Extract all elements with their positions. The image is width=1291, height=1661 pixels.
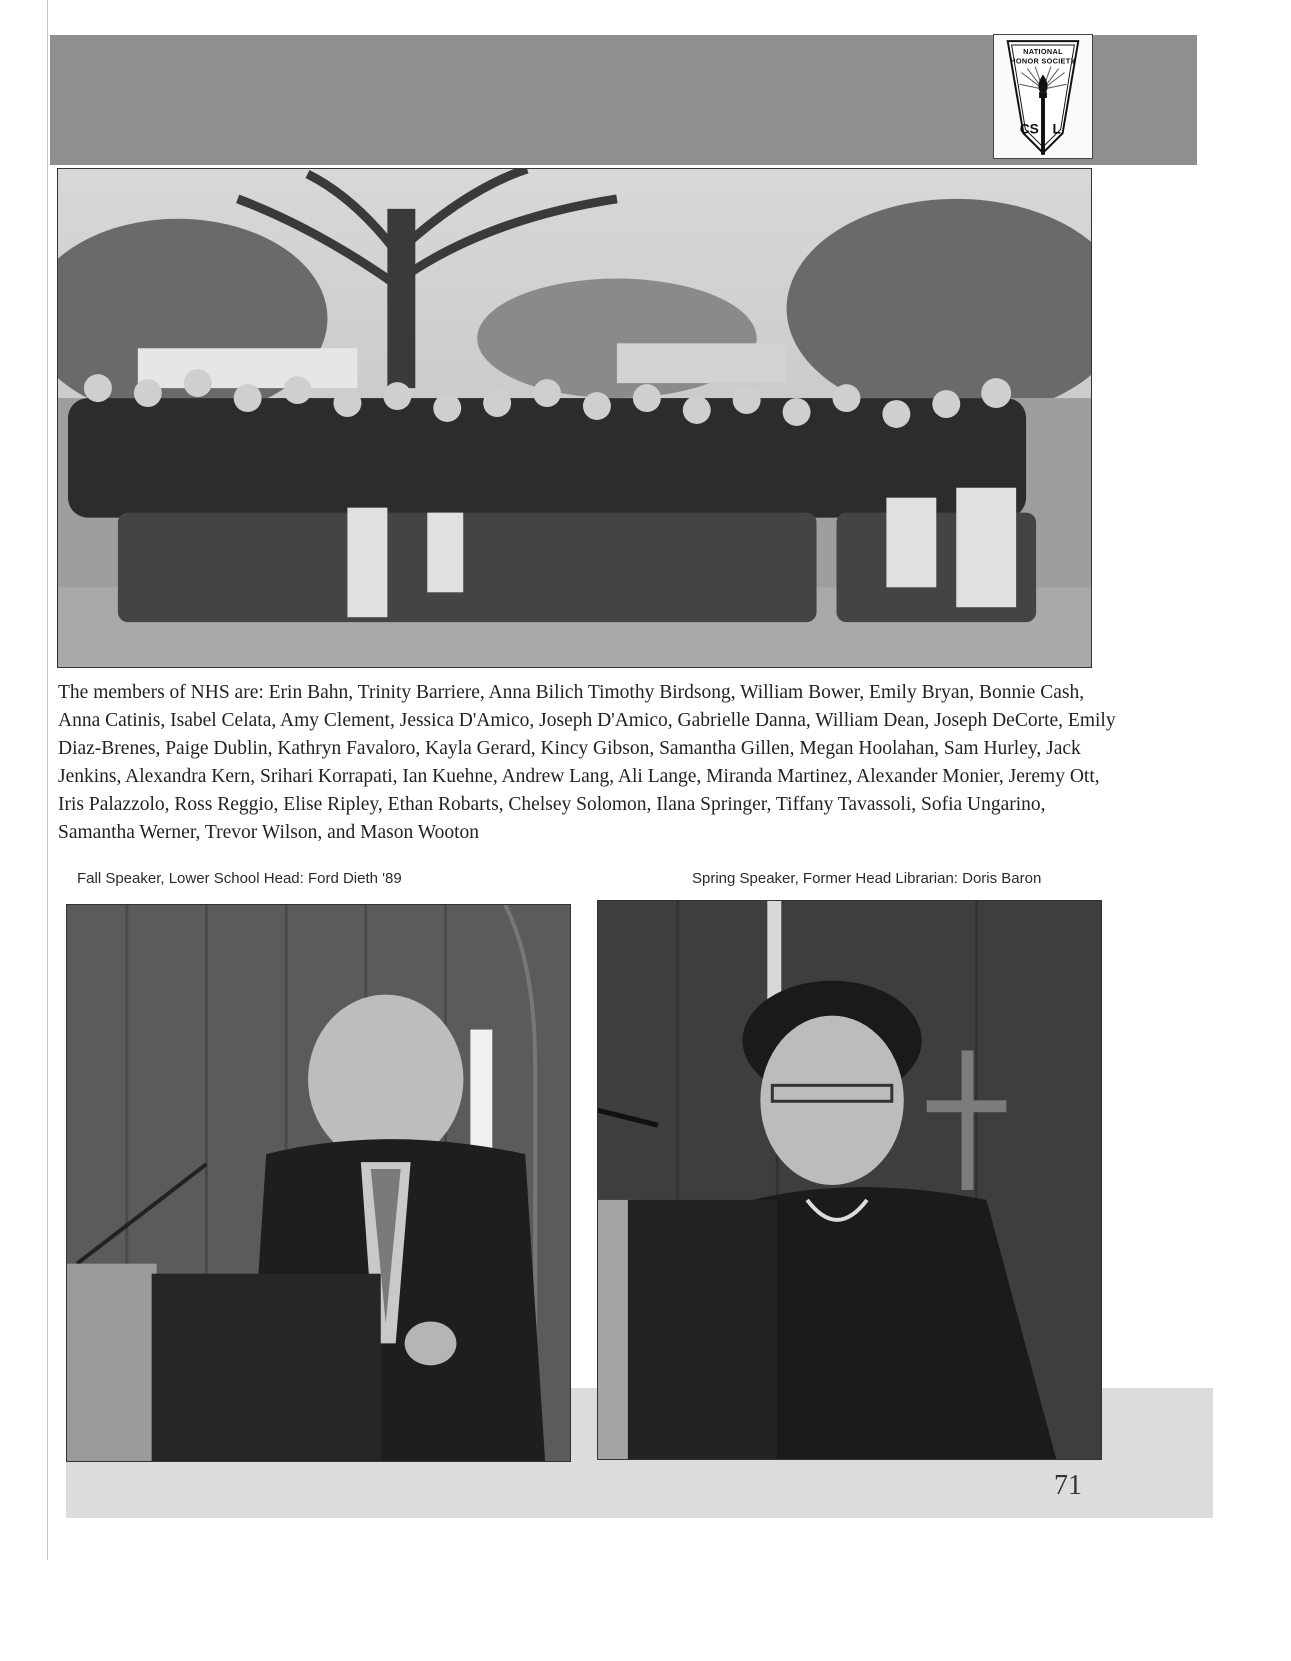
spring-speaker-caption: Spring Speaker, Former Head Librarian: Doris Baron <box>692 870 1042 887</box>
group-photo <box>57 168 1092 668</box>
fall-speaker-photo <box>66 904 571 1462</box>
binding-line <box>47 0 48 1560</box>
logo-line1: NATIONAL <box>1023 46 1063 56</box>
logo-right-letters: L <box>1052 121 1061 137</box>
fall-speaker-caption: Fall Speaker, Lower School Head: Ford Dieth '89 <box>77 870 402 887</box>
logo-left-letters: CS <box>1019 121 1039 137</box>
spring-speaker-photo <box>597 900 1102 1460</box>
logo-line2: HONOR SOCIETY <box>1010 56 1076 66</box>
page-number: 71 <box>1054 1470 1082 1501</box>
torch-emblem-icon <box>994 35 1092 158</box>
nhs-logo <box>993 34 1093 159</box>
group-photo-caption: The members of NHS are: Erin Bahn, Trinity Barriere, Anna Bilich Timothy Birdsong, William Bower, Emily Bryan, Bonnie Cash, Anna Catinis, Isabel Celata, Amy Clement, Jessica D'Amico, Joseph D'Amico, Gabrielle Danna, William Dean, Joseph DeCorte, Emily Diaz-Brenes, Paige Dublin, Kathryn Favaloro, Kayla Gerard, Kincy Gibson, Samantha Gillen, Megan Hoolahan, Sam Hurley, Jack Jenkins, Alexandra Kern, Srihari Korrapati, Ian Kuehne, Andrew Lang, Ali Lange, Miranda Martinez, Alexander Monier, Jeremy Ott, Iris Palazzolo, Ross Reggio, Elise Ripley, Ethan Robarts, Chelsey Solomon, Ilana Springer, Tiffany Tavassoli, Sofia Ungarino, Samantha Werner, Trevor Wilson, and Mason Wooton <box>58 682 1116 843</box>
